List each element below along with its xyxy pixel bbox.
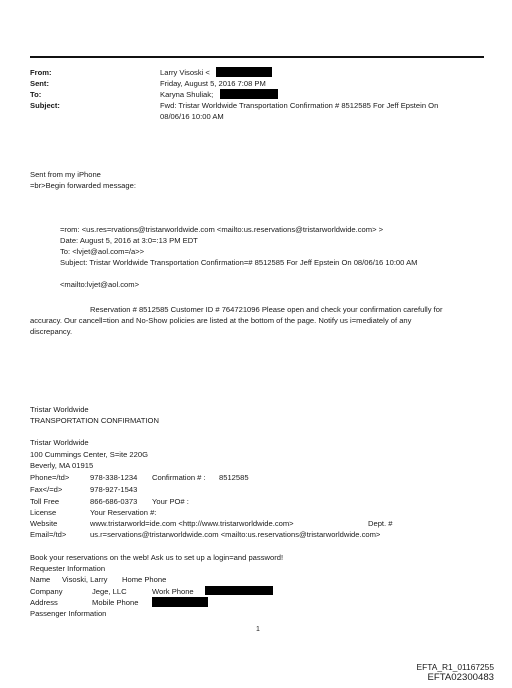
po-label: Your PO# : <box>152 497 189 506</box>
company-label: Company <box>30 587 63 596</box>
bates-stamp-1: EFTA_R1_01167255 <box>416 662 494 672</box>
passenger-heading: Passenger Information <box>30 609 107 618</box>
license-label: License <box>30 508 57 517</box>
sent-from-iphone: Sent from my iPhone <box>30 170 101 179</box>
tollfree-label: Toll Free <box>30 497 60 506</box>
forwarded-message-label: =br>Begin forwarded message: <box>30 181 136 190</box>
forwarded-subject: Subject: Tristar Worldwide Transportation Confirmation=# 8512585 For Jeff Epstein On 08/06/16 10:00 AM <box>60 258 418 267</box>
address-label: Address <box>30 598 58 607</box>
redaction-to <box>220 89 278 99</box>
company-value: Jege, LLC <box>92 587 127 596</box>
confirmation-value: 8512585 <box>219 473 249 482</box>
dept-label: Dept. # <box>368 519 393 528</box>
company-name: Tristar Worldwide <box>30 405 89 414</box>
forwarded-mailto: <mailto:lvjet@aol.com> <box>60 280 140 289</box>
home-phone-label: Home Phone <box>122 575 167 584</box>
redaction-mobile-phone <box>152 597 208 607</box>
to-label: To: <box>30 90 42 99</box>
page-number: 1 <box>256 626 260 633</box>
company-address2: Beverly, MA 01915 <box>30 461 94 470</box>
to-value: Karyna Shuliak; <box>160 90 214 99</box>
confirmation-heading: TRANSPORTATION CONFIRMATION <box>30 416 159 425</box>
reservation-line2: accuracy. Our cancell=tion and No-Show policies are listed at the bottom of the page. Notify us i=mediately of any <box>30 316 412 325</box>
header-divider <box>30 56 484 58</box>
from-value: Larry Visoski < <box>160 68 210 77</box>
phone-label: Phone=/td> <box>30 473 70 482</box>
subject-value-line1: Fwd: Tristar Worldwide Transportation Confirmation # 8512585 For Jeff Epstein On <box>160 101 439 110</box>
subject-value-line2: 08/06/16 10:00 AM <box>160 112 224 121</box>
from-label: From: <box>30 68 52 77</box>
book-online-line: Book your reservations on the web! Ask us to set up a login=and password! <box>30 553 284 562</box>
mobile-phone-label: Mobile Phone <box>92 598 139 607</box>
phone-value: 978-338-1234 <box>90 473 138 482</box>
forwarded-from: =rom: <us.res=rvations@tristarworldwide.com <mailto:us.reservations@tristarworldwide.com> > <box>60 225 384 234</box>
company-address1: 100 Cummings Center, S=ite 220G <box>30 450 148 459</box>
sent-label: Sent: <box>30 79 49 88</box>
website-label: Website <box>30 519 58 528</box>
requester-name-label: Name <box>30 575 51 584</box>
tollfree-value: 866-686-0373 <box>90 497 138 506</box>
subject-label: Subject: <box>30 101 60 110</box>
fax-label: Fax</=d> <box>30 485 63 494</box>
fax-value: 978-927-1543 <box>90 485 138 494</box>
website-value[interactable]: www.tristarworld=ide.com <http://www.tristarworldwide.com> <box>90 519 294 528</box>
email-value[interactable]: us.r=servations@tristarworldwide.com <mailto:us.reservations@tristarworldwide.com> <box>90 530 381 539</box>
bates-stamp-2: EFTA02300483 <box>427 672 494 683</box>
company-name-2: Tristar Worldwide <box>30 438 89 447</box>
confirmation-label: Confirmation # : <box>152 473 206 482</box>
redaction-work-phone <box>205 586 273 595</box>
redaction-from <box>216 67 272 77</box>
sent-value: Friday, August 5, 2016 7:08 PM <box>160 79 266 88</box>
forwarded-to: To: <lvjet@aol.com=/a>> <box>60 247 145 256</box>
forwarded-date: Date: August 5, 2016 at 3:0=:13 PM EDT <box>60 236 198 245</box>
reservation-line1: Reservation # 8512585 Customer ID # 764721096 Please open and check your confirmation carefully for <box>90 305 443 314</box>
email-label: Email=/td> <box>30 530 67 539</box>
requester-name-value: Visoski, Larry <box>62 575 108 584</box>
requester-heading: Requester Information <box>30 564 106 573</box>
reservation-line3: discrepancy. <box>30 327 73 336</box>
reservation-label: Your Reservation #: <box>90 508 157 517</box>
work-phone-label: Work Phone <box>152 587 194 596</box>
